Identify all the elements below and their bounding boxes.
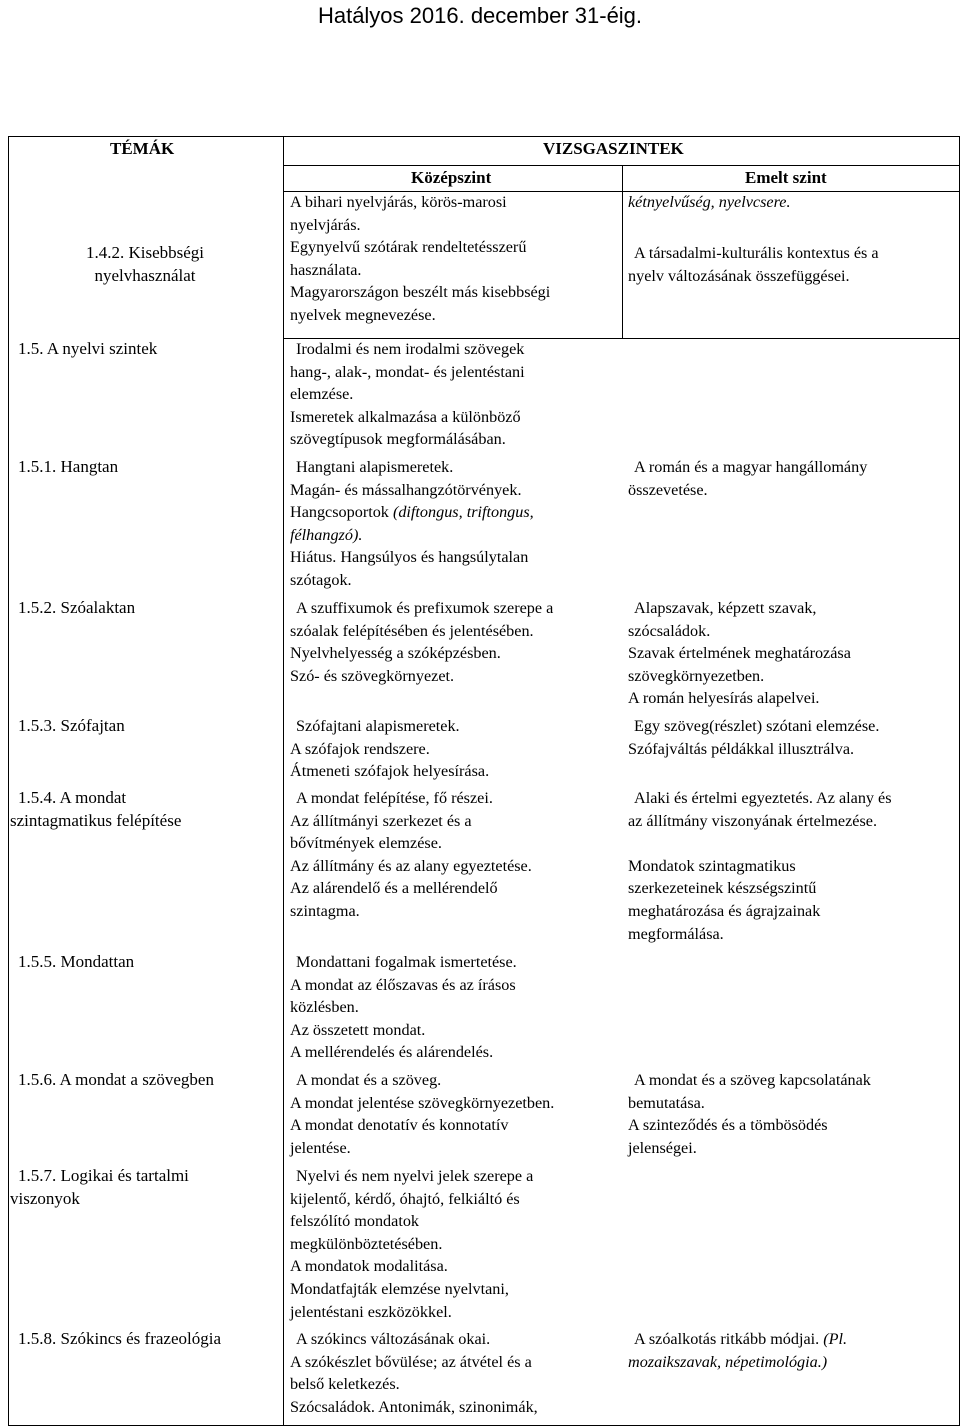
- topic-1-5-3: 1.5.3. Szófajtan: [18, 716, 125, 735]
- topic-1-5-8: 1.5.8. Szókincs és frazeológia: [18, 1329, 221, 1348]
- page-header: Hatályos 2016. december 31-éig.: [317, 3, 643, 28]
- header-divider: [283, 165, 960, 166]
- mid-1-5: Irodalmi és nem irodalmi szövegek hang-, alak-, mondat- és jelentéstani elemzése. Ismeretek alkalmazása a különböző szövegtípusok megformálásában.: [290, 340, 525, 449]
- mid-1-5-7: Nyelvi és nem nyelvi jelek szerepe a kijelentő, kérdő, óhajtó, felkiáltó és felszólító mondatok megkülönböztetésében. A mondatok modalitása. Mondatfajták elemzése nyelvtani, jelentéstani eszközökkel.: [290, 1167, 534, 1321]
- mid-1-5-3: Szófajtani alapismeretek. A szófajok rendszere. Átmeneti szófajok helyesírása.: [290, 717, 490, 781]
- topic-1-5-2: 1.5.2. Szóalaktan: [18, 598, 136, 617]
- mid-1-5-4: A mondat felépítése, fő részei. Az állítmányi szerkezet és a bővítmények elemzése. Az állítmány és az alany egyeztetése. Az alárendelő és a mellérendelő szintagma.: [290, 789, 532, 920]
- mid-1-5-5: Mondattani fogalmak ismertetése. A mondat az élőszavas és az írásos közlésben. Az összetett mondat. A mellérendelés és alárendelés.: [290, 953, 517, 1062]
- col-header-mid: Középszint: [411, 168, 492, 187]
- mid-1-4-2: A bihari nyelvjárás, körös-marosi nyelvjárás. Egynyelvű szótárak rendeltetésszerű használata. Magyarországon beszélt más kisebbségi nyelvek megnevezése.: [290, 193, 551, 324]
- topic-1-4-2: 1.4.2. Kisebbségi nyelvhasználat: [85, 243, 205, 285]
- mid-1-5-8: A szókincs változásának okai. A szókészlet bővülése; az átvétel és a belső keletkezés. Szócsaládok. Antonimák, szinonimák,: [290, 1330, 538, 1416]
- topic-1-5-4: 1.5.4. A mondat szintagmatikus felépítése: [10, 788, 182, 830]
- adv-1-4-2-italic: kétnyelvűség, nyelvcsere.: [628, 193, 791, 211]
- col-header-topics: TÉMÁK: [110, 139, 175, 158]
- adv-1-5-1: A román és a magyar hangállomány összevetése.: [628, 458, 868, 499]
- adv-1-5-2: Alapszavak, képzett szavak, szócsaládok. Szavak értelmének meghatározása szövegkörnyezetben. A román helyesírás alapelvei.: [628, 599, 851, 708]
- topic-1-5-6: 1.5.6. A mondat a szövegben: [18, 1070, 214, 1089]
- topic-1-5-1: 1.5.1. Hangtan: [18, 457, 119, 476]
- adv-1-4-2: A társadalmi-kulturális kontextus és a nyelv változásának összefüggései.: [628, 244, 879, 285]
- mid-1-5-1: Hangtani alapismeretek. Magán- és mássalhangzótörvények. Hangcsoportok (diftongus, triftongus, félhangzó). Hiátus. Hangsúlyos és hangsúlytalan szótagok.: [290, 458, 534, 589]
- column-divider-topics: [283, 136, 284, 1426]
- mid-1-5-2: A szuffixumok és prefixumok szerepe a szóalak felépítésében és jelentésében. Nyelvhelyesség a szóképzésben. Szó- és szövegkörnyezet.: [290, 599, 554, 685]
- mid-1-5-6: A mondat és a szöveg. A mondat jelentése szövegkörnyezetben. A mondat denotatív és konnotatív jelentése.: [290, 1071, 555, 1157]
- col-header-adv: Emelt szint: [745, 168, 827, 187]
- topic-1-5-5: 1.5.5. Mondattan: [18, 952, 135, 971]
- adv-1-5-8: A szóalkotás ritkább módjai. (Pl. mozaikszavak, népetimológia.): [628, 1330, 848, 1371]
- topic-1-5: 1.5. A nyelvi szintek: [18, 339, 158, 358]
- col-header-levels: VIZSGASZINTEK: [543, 139, 684, 158]
- adv-1-5-6: A mondat és a szöveg kapcsolatának bemutatása. A szinteződés és a tömbösödés jelenségei.: [628, 1071, 871, 1157]
- adv-1-5-3: Egy szöveg(részlet) szótani elemzése. Szófajváltás példákkal illusztrálva.: [628, 717, 880, 758]
- adv-1-5-4: Alaki és értelmi egyeztetés. Az alany és az állítmány viszonyának értelmezése. Mondatok szintagmatikus szerkezeteinek készségszintű meghatározása és ágrajzainak megformálása.: [628, 789, 892, 943]
- topic-1-5-7: 1.5.7. Logikai és tartalmi viszonyok: [10, 1166, 189, 1208]
